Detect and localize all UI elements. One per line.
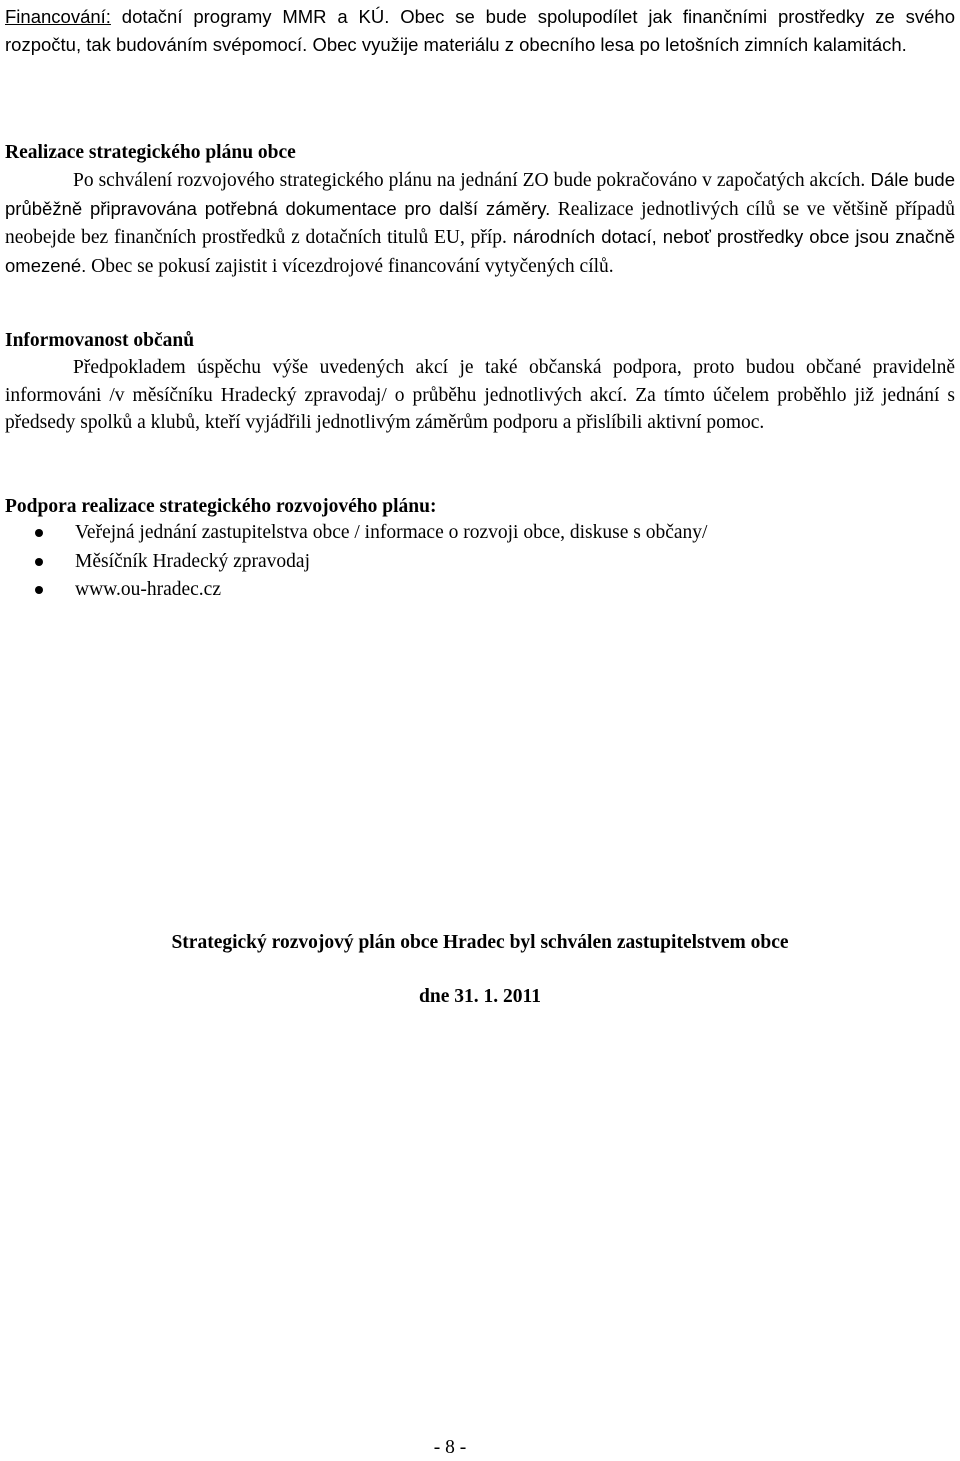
strategic-plan-text-3: Realizace jednotlivých cílů se ve většině případů neobejde bez finančních prostředků z dotačních titulů EU, příp. — [5, 198, 955, 249]
list-item — [5, 576, 955, 605]
bullet-icon — [35, 586, 43, 594]
list-item: Veřejná jednání zastupitelstva obce / informace o rozvoji obce, diskuse s občany/ — [5, 519, 955, 548]
information-paragraph — [5, 354, 955, 437]
website-link[interactable]: www.ou-hradec.cz — [75, 579, 221, 601]
approval-date: dne 31. 1. 2011 — [419, 986, 541, 1007]
strategic-plan-text-5: Obec se pokusí zajistit i vícezdrojové financování vytyčených cílů. — [86, 255, 614, 277]
financing-text: dotační programy MMR a KÚ. Obec se bude spolupodílet jak finančními prostředky ze svého rozpočtu, tak budováním svépomocí. Obec využije materiálu z obecního lesa po letošních zimních kalamitách. — [5, 6, 955, 55]
strategic-plan-heading: Realizace strategického plánu obce — [5, 142, 296, 163]
strategic-plan-paragraph — [5, 166, 955, 280]
support-list — [5, 519, 955, 605]
strategic-plan-text-4: národních dotací, neboť prostředky obce jsou značně omezené. — [5, 226, 956, 276]
support-heading: Podpora realizace strategického rozvojového plánu: — [5, 496, 437, 517]
financing-label: Financování: — [5, 6, 111, 27]
financing-paragraph — [5, 3, 955, 58]
bullet-icon — [35, 529, 43, 537]
approval-line: Strategický rozvojový plán obce Hradec byl schválen zastupitelstvem obce — [171, 932, 789, 953]
strategic-plan-text-2: Dále bude průběžně připravována potřebná dokumentace pro další záměry. — [5, 169, 955, 219]
strategic-plan-text-1: Po schválení rozvojového strategického plánu na jednání ZO bude pokračováno v započatých akcích. — [73, 170, 866, 191]
bullet-icon — [35, 558, 43, 566]
list-item: Měsíčník Hradecký zpravodaj — [5, 548, 955, 577]
information-heading: Informovanost občanů — [5, 330, 195, 351]
page-number: - 8 - — [433, 1437, 467, 1458]
information-text: Předpokladem úspěchu výše uvedených akcí je také občanská podpora, proto budou občané pravidelně informováni /v měsíčníku Hradecký zpravodaj/ o průběhu jednotlivých akcí. Za tímto účelem proběhlo již jednání s předsedy spolků a klubů, kteří vyjádřili jednotlivým záměrům podporu a přislíbili aktivní pomoc. — [5, 357, 955, 434]
